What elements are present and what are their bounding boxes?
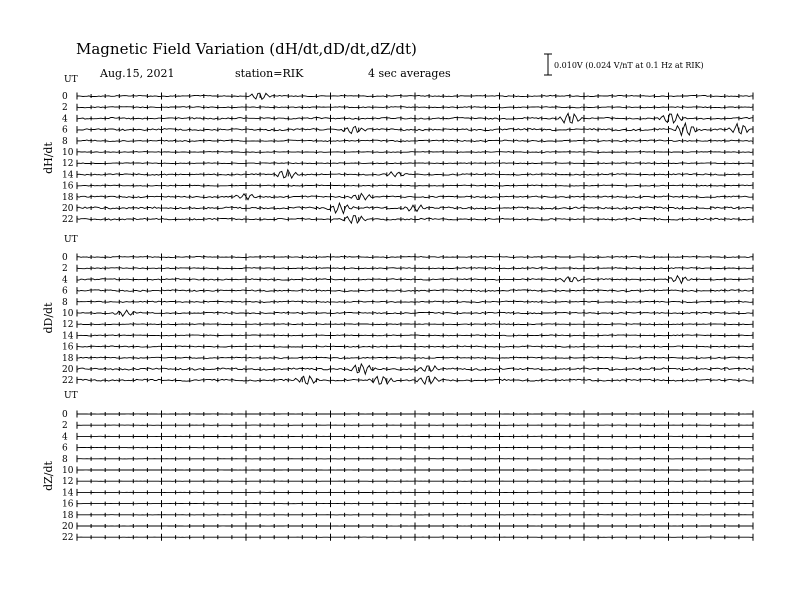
hour-label: 0	[62, 410, 68, 420]
hour-label: 4	[62, 275, 68, 286]
hour-label: 6	[62, 125, 68, 136]
hour-label: 20	[62, 204, 74, 214]
hour-label: 16	[62, 181, 74, 192]
hour-ticks	[77, 366, 753, 373]
hour-label: 22	[62, 215, 74, 226]
hour-label: 10	[62, 148, 74, 158]
date-label: Aug.15, 2021	[100, 67, 175, 80]
scale-note: 0.010V (0.024 V/nT at 0.1 Hz at RIK)	[554, 61, 704, 70]
hour-label: 10	[62, 309, 74, 319]
panel-dD-dt	[42, 235, 753, 386]
hour-label: 0	[62, 92, 68, 102]
hour-label: 20	[62, 522, 74, 532]
hour-label: 12	[62, 320, 74, 331]
hour-ticks	[77, 205, 753, 212]
hour-label: 16	[62, 499, 74, 510]
hour-label: 16	[62, 342, 74, 353]
hour-label: 14	[62, 170, 74, 181]
panel-dH-dt	[42, 75, 753, 225]
y-axis-label: dZ/dt	[42, 461, 55, 491]
averaging-label: 4 sec averages	[368, 67, 451, 80]
hour-label: 8	[62, 297, 68, 308]
hour-label: 22	[62, 533, 74, 544]
hour-label: 6	[62, 286, 68, 297]
hour-label: 22	[62, 376, 74, 387]
hour-label: 2	[62, 103, 68, 114]
hour-label: 18	[62, 510, 74, 521]
hour-label: 12	[62, 477, 74, 488]
hour-label: 4	[62, 114, 68, 125]
hour-label: 20	[62, 365, 74, 375]
hour-label: 2	[62, 421, 68, 432]
hour-label: 14	[62, 331, 74, 342]
hour-label: 12	[62, 159, 74, 170]
hour-label: 8	[62, 136, 68, 147]
ut-label: UT	[64, 75, 78, 85]
panel-dZ-dt	[42, 391, 753, 543]
panels	[42, 75, 753, 543]
hour-label: 8	[62, 454, 68, 465]
station-label: station=RIK	[235, 67, 304, 80]
hour-label: 0	[62, 253, 68, 263]
hour-label: 14	[62, 488, 74, 499]
chart-title: Magnetic Field Variation (dH/dt,dD/dt,dZ/dt)	[76, 40, 417, 58]
ut-label: UT	[64, 391, 78, 401]
scale-bar	[544, 54, 704, 75]
hour-label: 10	[62, 466, 74, 476]
hour-label: 18	[62, 192, 74, 203]
hour-label: 2	[62, 264, 68, 275]
hour-label: 6	[62, 443, 68, 454]
ut-label: UT	[64, 235, 78, 245]
hour-label: 18	[62, 353, 74, 364]
y-axis-label: dD/dt	[42, 302, 55, 334]
y-axis-label: dH/dt	[42, 142, 55, 174]
hour-label: 4	[62, 432, 68, 443]
